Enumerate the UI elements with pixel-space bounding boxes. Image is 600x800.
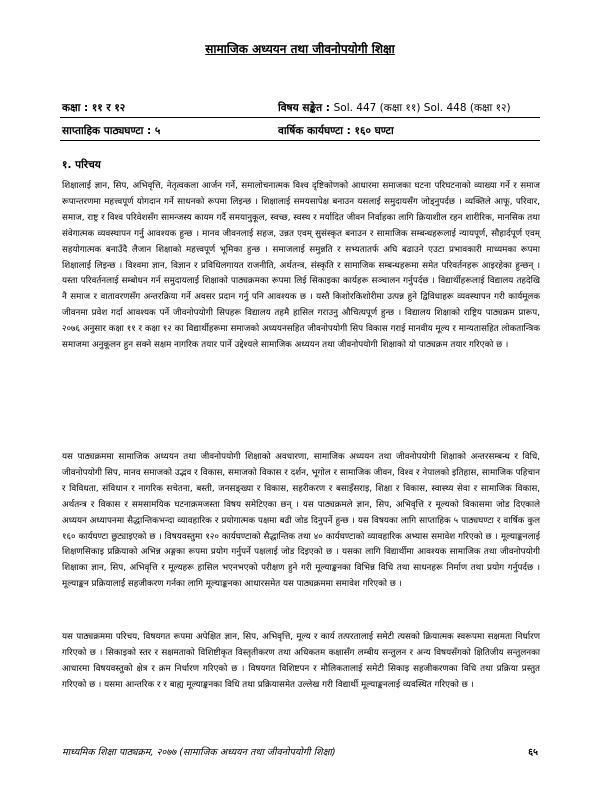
paragraph-introduction: शिक्षालाई ज्ञान, सिप, अभिवृत्ति, नेतृत्वकला आर्जन गर्ने, समालोचनात्मक विश्व दृष्टिकोणको आधारमा समाजका घटना परिघटनाको व्याख्या गर्ने र समाज रूपान्तरणमा महत्त्वपूर्ण योगदान गर्ने साधनको रूपमा लिइन्छ । शिक्षालाई समयसापेक्ष बनाउन यसलाई समुदायसँग जोड्नुपर्दछ । व्यक्तिले आफू, परिवार, समाज, राष्ट्र र विश्व परिवेशसँग सामन्जस्य कायम गर्दै समयानुकूल, स्वच्छ, स्वस्थ र मर्यादित जीवन निर्वाहका लागि क्रियाशील रहन शारीरिक, मानसिक तथा संवेगात्मक व्यवस्थापन गर्नु आवश्यक हुन्छ । मानव जीवनलाई सहज, उन्नत एवम् सुसंस्कृत बनाउन र सामाजिक सम्बन्धहरूलाई न्यायपूर्ण, सौहार्दपूर्ण एवम् सहयोगात्मक बनाउँदै लैजान शिक्षाको महत्त्वपूर्ण भूमिका हुन्छ । समाजलाई समुन्नति र सभ्यतातर्फ अघि बढाउने एउटा प्रभावकारी माध्यमका रूपमा शिक्षालाई लिइन्छ । विश्वमा ज्ञान, विज्ञान र प्रविधिलगायत राजनीति, अर्थतन्त्र, संस्कृति र सामाजिक सम्बन्धहरूमा समेत परिवर्तनहरू आइरहेका हुन्छन् । यस्ता परिवर्तनलाई सम्बोधन गर्न समुदायलाई शिक्षाको पाठ्यक्रमका रूपमा लिई सिकाइका कार्यहरू सञ्चालन गर्नुपर्दछ । विद्यार्थीहरूलाई विद्यालय तहदेखि नै समाज र वातावरणसँग अन्तरक्रिया गर्ने अवसर प्रदान गर्नु पनि आवश्यक छ । यस्तै किशोरकिशोरीमा उत्पन्न हुने द्विविधाहरू व्यवस्थापन गरी कार्यमूलक जीवनमा प्रवेश गर्दा आवश्यक पर्ने जीवनोपयोगी सिपहरू विद्यालय तहमै हासिल गराउनु औचित्यपूर्ण हुन्छ । विद्यालय शिक्षाको राष्ट्रिय पाठ्यक्रम प्रारूप, २०७६ अनुसार कक्षा ११ र कक्षा १२ का विद्यार्थीहरूमा समाजको अध्ययनसहित जीवनोपयोगी सिप विकास गराई मानवीय मूल्य र मान्यतासहित लोकतान्त्रिक समाजमा अनुकूलन हुन सक्ने सक्षम नागरिक तयार पार्ने उद्देश्यले सामाजिक अध्ययन तथा जीवनोपयोगी शिक्षाको यो पाठ्यक्रम तयार गरिएको छ । [62,181,540,351]
weekly-periods: साप्ताहिक पाठ्यघण्टा : ५ [62,125,161,137]
page-number: ६५ [528,747,538,758]
class-label: कक्षा : ११ र १२ [62,102,126,114]
paragraph-course-content: यस पाठ्यक्रममा सामाजिक अध्ययन तथा जीवनोपयोगी शिक्षाको अवधारणा, सामाजिक अध्ययन तथा जीवनोपयोगी शिक्षाको अन्तरसम्बन्ध र विधि, जीवनोपयोगी सिप, मानव समाजको उद्भव र विकास, समाजको विकास र दर्शन, भूगोल र सामाजिक जीवन, विश्व र नेपालको इतिहास, सामाजिक पहिचान र विविधता, संविधान र नागरिक सचेतना, बस्ती, जनसङ्ख्या र विकास, सहरीकरण र बसाइँसराइ, शिक्षा र विकास, स्वास्थ्य सेवा र सामाजिक विकास, अर्थतन्त्र र विकास र समसामयिक घटनाक्रमजस्ता विषय समेटिएका छन् । यस पाठ्यक्रमले ज्ञान, सिप, अभिवृत्ति र मूल्यको विकासमा जोड दिएकाले अध्ययन अध्यापनमा सैद्धान्तिकभन्दा व्यावहारिक र प्रयोगात्मक पक्षमा बढी जोड दिनुपर्ने हुन्छ । यस विषयका लागि साप्ताहिक ५ पाठ्यघण्टा र वार्षिक कुल १६० कार्यघण्टा छुट्याइएको छ । विषयवस्तुमा १२० कार्यघण्टाको सैद्धान्तिक तथा ४० कार्यघण्टाको व्यावहारिक अभ्यास समावेश गरिएको छ । मूल्याङ्कनलाई शिक्षणसिकाइ प्रक्रियाको अभिन्न अङ्गका रूपमा प्रयोग गर्नुपर्ने पक्षलाई जोड दिइएको छ । यसका लागि विद्यार्थीमा आवश्यक सामाजिक तथा जीवनोपयोगी शिक्षाका ज्ञान, सिप, अभिवृत्ति र मूल्यहरू हासिल भएनभएको परीक्षण हुने गरी मूल्याङ्कनका विभिन्न विधि तथा साधनहरू निर्माण तथा प्रयोग गर्नुपर्दछ । मूल्याङ्कन प्रक्रियालाई सहजीकरण गर्नका लागि मूल्याङ्कनका आधारसमेत यस पाठ्यक्रममा समावेश गरिएको छ । [62,452,540,590]
document-title: सामाजिक अध्ययन तथा जीवनोपयोगी शिक्षा [205,42,395,56]
subject-code [278,101,511,115]
paragraph-course-structure: यस पाठ्यक्रममा परिचय, विषयगत रूपमा अपेक्षित ज्ञान, सिप, अभिवृत्ति, मूल्य र कार्य तत्परतालाई समेटी त्यसको क्रियात्मक स्वरूपमा सक्षमता निर्धारण गरिएको छ । सिकाइको स्तर र सक्षमताको विशिष्टीकृत विस्तृतीकरण तथा अधिकतम कक्षासँग लम्बीय सन्तुलन र अन्य विषयसँगको क्षितिजीय सन्तुलनका आधारमा विषयवस्तुको क्षेत्र र क्रम निर्धारण गरिएको छ । विषयगत विशिष्टपन र मौलिकतालाई समेटी सिकाइ सहजीकरणका विधि तथा प्रक्रिया प्रस्तुत गरिएको छ । यसमा आन्तरिक र र बाह्य मूल्याङ्कनका विधि तथा प्रक्रियासमेत उल्लेख गरी विद्यार्थी मूल्याङ्कनलाई व्यवस्थित गरिएको छ । [62,632,540,690]
meta-divider-top [60,117,540,118]
section-heading: १. परिचय [62,159,101,171]
annual-hours: वार्षिक कार्यघण्टा : १६० घण्टा [278,125,394,137]
meta-divider-bottom [60,140,540,141]
subject-code-label: विषय सङ्केत : [278,102,330,114]
subject-code-value: Sol. 447 (कक्षा ११) Sol. 448 (कक्षा १२) [333,102,511,114]
footer-text: माध्यमिक शिक्षा पाठ्यक्रम, २०७७ (सामाजिक अध्ययन तथा जीवनोपयोगी शिक्षा) [62,747,336,758]
